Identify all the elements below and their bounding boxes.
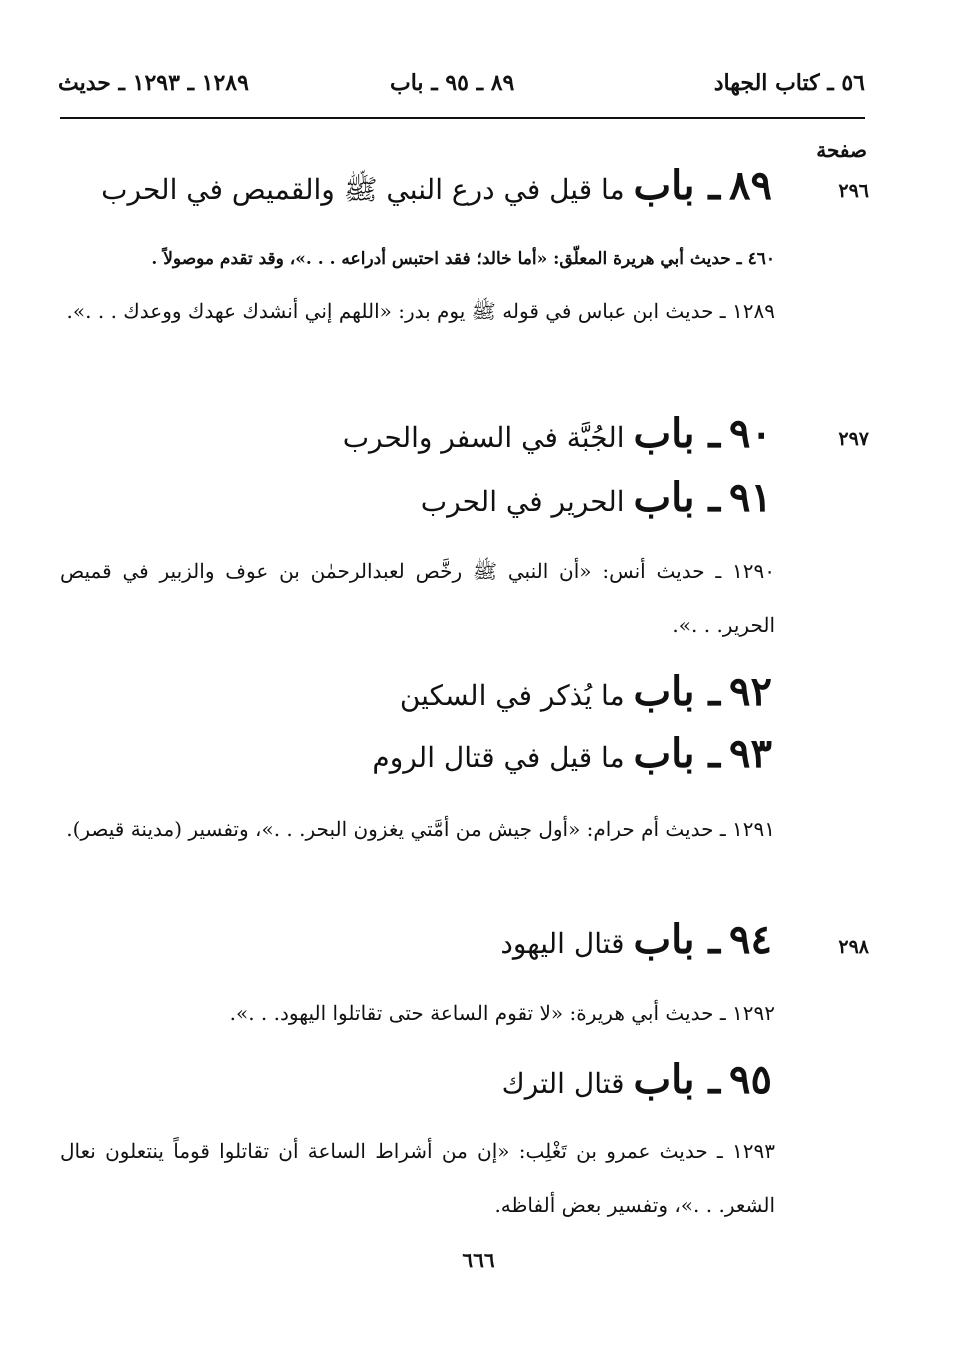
hadith-paragraph: ٤٦٠ ـ حديث أبي هريرة المعلّق: «أما خالد؛ فقد احتبس أدراعه . . .»، وقد تقدم موصولاً . [151, 249, 775, 269]
hadith-paragraph: ١٢٩١ ـ حديث أم حرام: «أول جيش من أمَّتي يغزون البحر. . .»، وتفسير (مدينة قيصر). [66, 817, 775, 841]
header-hadith-range: ١٢٨٩ ـ ١٢٩٣ ـ حديث [58, 70, 249, 96]
hadith-paragraph: ١٢٩٣ ـ حديث عمرو بن تَغْلِب: «إن من أشراط الساعة أن تقاتلوا قوماً ينتعلون نعال الشعر. . .»، وتفسير بعض ألفاظه. [60, 1139, 775, 1217]
chapter-word: باب [633, 730, 695, 777]
chapter-number: ٩٤ [729, 916, 772, 963]
chapter-heading-95: ٩٥ ـ باب قتال الترك [501, 1056, 772, 1103]
chapter-word: باب [633, 668, 695, 715]
page-ref-298: ٢٩٨ [838, 936, 869, 958]
chapter-title: الجُبَّة في السفر والحرب [342, 421, 625, 454]
chapter-title: قتال اليهود [500, 927, 625, 960]
header-rule [60, 117, 865, 119]
chapter-heading-90: ٩٠ ـ باب الجُبَّة في السفر والحرب [342, 410, 772, 457]
chapter-heading-91: ٩١ ـ باب الحرير في الحرب [420, 474, 772, 521]
chapter-word: باب [633, 916, 695, 963]
hadith-paragraph: ١٢٩٠ ـ حديث أنس: «أن النبي ﷺ رخَّص لعبدالرحمٰن بن عوف والزبير في قميص الحرير. . .». [60, 559, 775, 637]
chapter-number: ٩١ [729, 474, 772, 521]
chapter-title: ما قيل في درع النبي ﷺ والقميص في الحرب [101, 173, 625, 206]
page-ref-296: ٢٩٦ [838, 180, 869, 202]
hadith-paragraph: ١٢٩٢ ـ حديث أبي هريرة: «لا تقوم الساعة حتى تقاتلوا اليهود. . .». [229, 1001, 775, 1025]
chapter-heading-93: ٩٣ ـ باب ما قيل في قتال الروم [372, 730, 772, 777]
hadith-paragraph: ١٢٨٩ ـ حديث ابن عباس في قوله ﷺ يوم بدر: «اللهم إني أنشدك عهدك ووعدك . . .». [66, 299, 775, 323]
chapter-title: ما قيل في قتال الروم [372, 741, 625, 774]
chapter-number: ٩٥ [729, 1056, 772, 1103]
chapter-heading-94: ٩٤ ـ باب قتال اليهود [500, 916, 772, 963]
chapter-number: ٨٩ [729, 162, 772, 209]
page-number: ٦٦٦ [462, 1248, 495, 1272]
chapter-title: الحرير في الحرب [420, 485, 625, 518]
chapter-heading-92: ٩٢ ـ باب ما يُذكر في السكين [399, 668, 772, 715]
chapter-number: ٩٠ [729, 410, 772, 457]
chapter-word: باب [633, 162, 695, 209]
chapter-title: ما يُذكر في السكين [399, 679, 625, 712]
chapter-word: باب [633, 410, 695, 457]
chapter-word: باب [633, 474, 695, 521]
chapter-number: ٩٣ [729, 730, 772, 777]
chapter-title: قتال الترك [501, 1067, 625, 1100]
page-column-label: صفحة [816, 138, 867, 162]
page-ref-297: ٢٩٧ [838, 428, 869, 450]
chapter-number: ٩٢ [729, 668, 772, 715]
chapter-heading-89: ٨٩ ـ باب ما قيل في درع النبي ﷺ والقميص في الحرب [101, 162, 772, 209]
chapter-word: باب [633, 1056, 695, 1103]
header-chapter-range: ٨٩ ـ ٩٥ ـ باب [390, 70, 515, 96]
header-book-title: ٥٦ ـ كتاب الجهاد [713, 70, 865, 96]
